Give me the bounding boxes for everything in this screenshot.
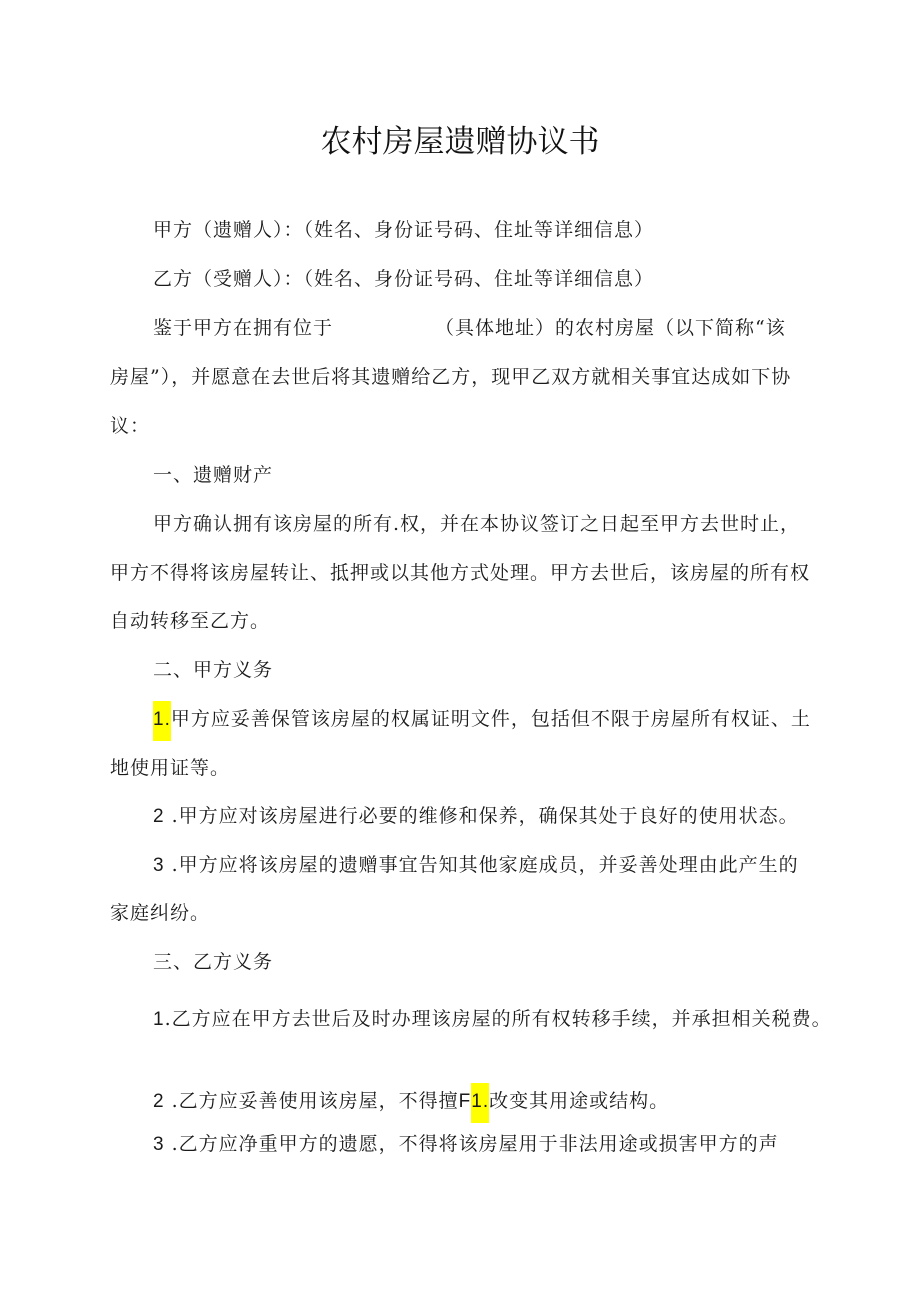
item-number: 3 bbox=[153, 1134, 165, 1155]
section-3-item-2 bbox=[153, 1083, 669, 1123]
section-2-item-3-cont: 家庭纠纷。 bbox=[110, 902, 211, 924]
preamble-text-a: 鉴于甲方在拥有位于 bbox=[153, 317, 334, 339]
item-number: 3 bbox=[153, 855, 165, 876]
section-3-item-3 bbox=[153, 1131, 779, 1158]
section-3-item-1-text: .乙方应在甲方去世后及时办理该房屋的所有权转移手续，并承担相关税费。 bbox=[164, 1008, 832, 1030]
section-2-item-1-cont: 地使用证等。 bbox=[110, 757, 231, 779]
section-3-item-1 bbox=[153, 1006, 832, 1033]
preamble-text-b: （具体地址）的农村房屋（以下简称“该 bbox=[435, 317, 786, 339]
party-a-line: 甲方（遗赠人）：（姓名、身份证号码、住址等详细信息） bbox=[153, 219, 655, 241]
section-2-item-2 bbox=[153, 803, 799, 830]
section-1-line-3: 自动转移至乙方。 bbox=[110, 610, 271, 632]
highlight-mark: 1. bbox=[153, 701, 171, 741]
party-b-line: 乙方（受赠人）：（姓名、身份证号码、住址等详细信息） bbox=[153, 268, 655, 290]
preamble-line-2: 房屋”），并愿意在去世后将其遗赠给乙方，现甲乙双方就相关事宜达成如下协 bbox=[110, 366, 792, 388]
document-title: 农村房屋遗赠协议书 bbox=[320, 124, 600, 160]
section-2-heading: 二、甲方义务 bbox=[153, 659, 274, 681]
section-3-item-3-text: .乙方应净重甲方的遗愿，不得将该房屋用于非法用途或损害甲方的声 bbox=[171, 1133, 779, 1155]
stray-mark: F bbox=[458, 1091, 472, 1112]
section-2-item-1 bbox=[153, 706, 811, 741]
section-1-line-1: 甲方确认拥有该房屋的所有.权，并在本协议签订之日起至甲方去世时止， bbox=[153, 513, 801, 535]
item-number: 2 bbox=[153, 1091, 165, 1112]
highlight-mark: 1. bbox=[471, 1083, 489, 1123]
section-2-item-3 bbox=[153, 852, 799, 879]
section-2-item-3-text: .甲方应将该房屋的遗赠事宜告知其他家庭成员，并妥善处理由此产生的 bbox=[171, 854, 799, 876]
preamble-line-3: 议： bbox=[110, 415, 151, 437]
section-1-line-2: 甲方不得将该房屋转让、抵押或以其他方式处理。甲方去世后，该房屋的所有权 bbox=[110, 562, 811, 584]
section-3-item-2-text-b: 改变其用途或结构。 bbox=[489, 1090, 670, 1112]
section-2-item-1-text: 甲方应妥善保管该房屋的权属证明文件，包括但不限于房屋所有权证、土 bbox=[170, 708, 811, 730]
section-1-heading: 一、遗赠财产 bbox=[153, 464, 274, 486]
item-number: 2 bbox=[153, 806, 165, 827]
section-2-item-2-text: .甲方应对该房屋进行必要的维修和保养，确保其处于良好的使用状态。 bbox=[171, 805, 799, 827]
preamble-line-1 bbox=[153, 315, 786, 341]
section-3-item-2-text-a: .乙方应妥善使用该房屋，不得擅 bbox=[171, 1090, 459, 1112]
item-number: 1 bbox=[153, 1009, 165, 1030]
section-3-heading: 三、乙方义务 bbox=[153, 951, 274, 973]
